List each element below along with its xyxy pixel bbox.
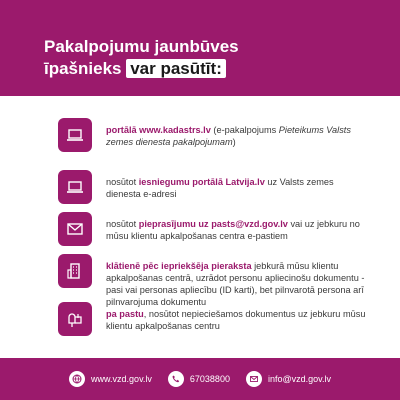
email-link[interactable]: pieprasījumu uz pasts@vzd.gov.lv [138, 219, 288, 229]
item-text-part: nosūtot [106, 177, 139, 187]
item-text-bold: pa pastu [106, 309, 144, 319]
footer-web-text[interactable]: www.vzd.gov.lv [91, 374, 152, 384]
title-line-1: Pakalpojumu jaunbūves [44, 37, 239, 56]
phone-icon [168, 371, 184, 387]
list-item [58, 302, 368, 346]
page-title [44, 36, 239, 80]
title-highlight: var pasūtīt: [126, 59, 226, 78]
list-item [58, 170, 368, 212]
laptop-icon [58, 170, 92, 204]
item-text-end: ) [232, 137, 236, 147]
order-methods-list [58, 118, 368, 346]
header-banner [0, 0, 400, 96]
item-text [106, 302, 368, 332]
item-text-bold: klātienē pēc iepriekšēja pieraksta [106, 261, 252, 271]
footer-phone[interactable] [168, 371, 230, 387]
building-icon [58, 254, 92, 288]
mailbox-icon [58, 302, 92, 336]
globe-icon [69, 371, 85, 387]
footer-web[interactable] [69, 371, 152, 387]
list-item [58, 118, 368, 170]
item-text-part: vai uz jebkuru no mūsu klientu apkalpošanas centra e-pastiem [106, 219, 360, 241]
latvija-link[interactable]: iesniegumu portālā Latvija.lv [138, 177, 265, 187]
footer-email[interactable] [246, 371, 331, 387]
title-prefix: īpašnieks [44, 59, 127, 78]
kadastrs-link[interactable]: portālā www.kadastrs.lv [106, 125, 211, 135]
item-text-part: , nosūtot nepieciešamos dokumentus uz jebkuru mūsu klientu apkalpošanas centru [106, 309, 366, 331]
title-line-2 [44, 58, 239, 80]
item-text-part: (e-pakalpojums [210, 125, 279, 135]
footer-bar [0, 358, 400, 400]
item-text-part: uz Valsts zemes dienesta e-adresi [106, 177, 334, 199]
item-text-part: jebkurā mūsu klientu apkalpošanas centrā, uzrādot personu apliecinošu dokumentu - pasi vai personas apliecību (ID karti), bet pilnvarotā persona arī pilnvarojuma dokumentu [106, 261, 365, 307]
item-text [106, 254, 368, 308]
envelope-icon [246, 371, 262, 387]
list-item [58, 212, 368, 254]
envelope-icon [58, 212, 92, 246]
item-text [106, 212, 368, 242]
footer-phone-text[interactable]: 67038800 [189, 374, 230, 384]
list-item [58, 254, 368, 307]
item-text-part: nosūtot [106, 219, 139, 229]
laptop-icon [58, 118, 92, 152]
item-text [106, 170, 368, 200]
item-text [106, 118, 368, 148]
footer-email-text[interactable]: info@vzd.gov.lv [267, 374, 331, 384]
item-text-italic: Pieteikums Valsts zemes dienesta pakalpojumam [106, 125, 351, 147]
